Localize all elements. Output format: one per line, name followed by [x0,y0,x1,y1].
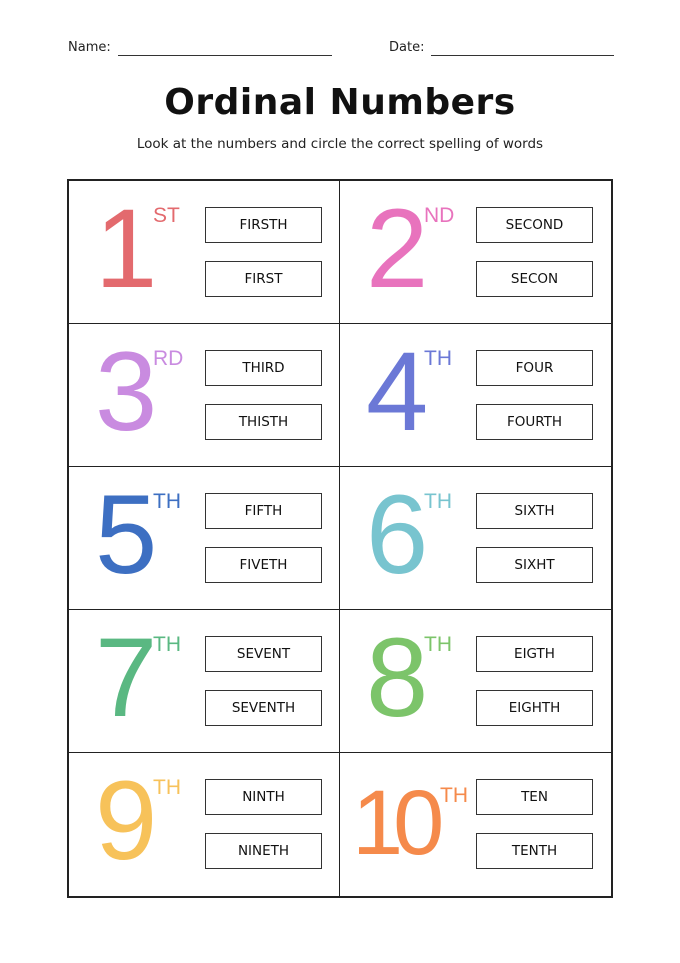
numeral: 7 [95,615,152,740]
spelling-option[interactable]: TENTH [476,833,593,869]
worksheet-grid [67,179,613,898]
spelling-option[interactable]: TEN [476,779,593,815]
ordinal-cell-9 [69,753,340,896]
ordinal-suffix: TH [424,490,452,513]
ordinal-suffix: ST [153,204,180,227]
spelling-option[interactable]: FIRST [205,261,322,297]
spelling-option[interactable]: THISTH [205,404,322,440]
ordinal-cell-3 [69,324,340,467]
numeral: 3 [95,329,152,454]
spelling-option[interactable]: SECOND [476,207,593,243]
spelling-option[interactable]: THIRD [205,350,322,386]
spelling-option[interactable]: FOUR [476,350,593,386]
spelling-option[interactable]: SIXHT [476,547,593,583]
spelling-option[interactable]: SEVENTH [205,690,322,726]
ordinal-cell-5 [69,467,340,610]
ordinal-suffix: ND [424,204,455,227]
name-label: Name: [68,40,111,55]
numeral: 1 [95,186,152,311]
instructions: Look at the numbers and circle the correct spelling of words [136,136,544,152]
page-title: Ordinal Numbers [164,82,516,123]
spelling-option[interactable]: SIXTH [476,493,593,529]
spelling-option[interactable]: FIFTH [205,493,322,529]
ordinal-cell-8 [340,610,611,753]
ordinal-cell-4 [340,324,611,467]
name-underline[interactable] [118,55,332,56]
ordinal-cell-10 [340,753,611,896]
numeral: 4 [366,329,423,454]
spelling-option[interactable]: EIGHTH [476,690,593,726]
numeral: 2 [366,186,423,311]
ordinal-suffix: TH [153,633,181,656]
date-label: Date: [389,40,425,55]
spelling-option[interactable]: FOURTH [476,404,593,440]
ordinal-suffix: TH [424,347,452,370]
numeral: 9 [95,758,152,883]
ordinal-cell-2 [340,181,611,324]
ordinal-suffix: RD [153,347,184,370]
numeral: 10 [352,772,435,874]
ordinal-cell-1 [69,181,340,324]
ordinal-suffix: TH [153,776,181,799]
spelling-option[interactable]: SEVENT [205,636,322,672]
spelling-option[interactable]: NINTH [205,779,322,815]
numeral: 6 [366,472,423,597]
ordinal-suffix: TH [440,784,468,807]
spelling-option[interactable]: FIVETH [205,547,322,583]
spelling-option[interactable]: EIGTH [476,636,593,672]
spelling-option[interactable]: SECON [476,261,593,297]
numeral: 5 [95,472,152,597]
ordinal-cell-7 [69,610,340,753]
ordinal-suffix: TH [153,490,181,513]
ordinal-suffix: TH [424,633,452,656]
date-underline[interactable] [431,55,614,56]
numeral: 8 [366,615,423,740]
spelling-option[interactable]: FIRSTH [205,207,322,243]
ordinal-cell-6 [340,467,611,610]
spelling-option[interactable]: NINETH [205,833,322,869]
